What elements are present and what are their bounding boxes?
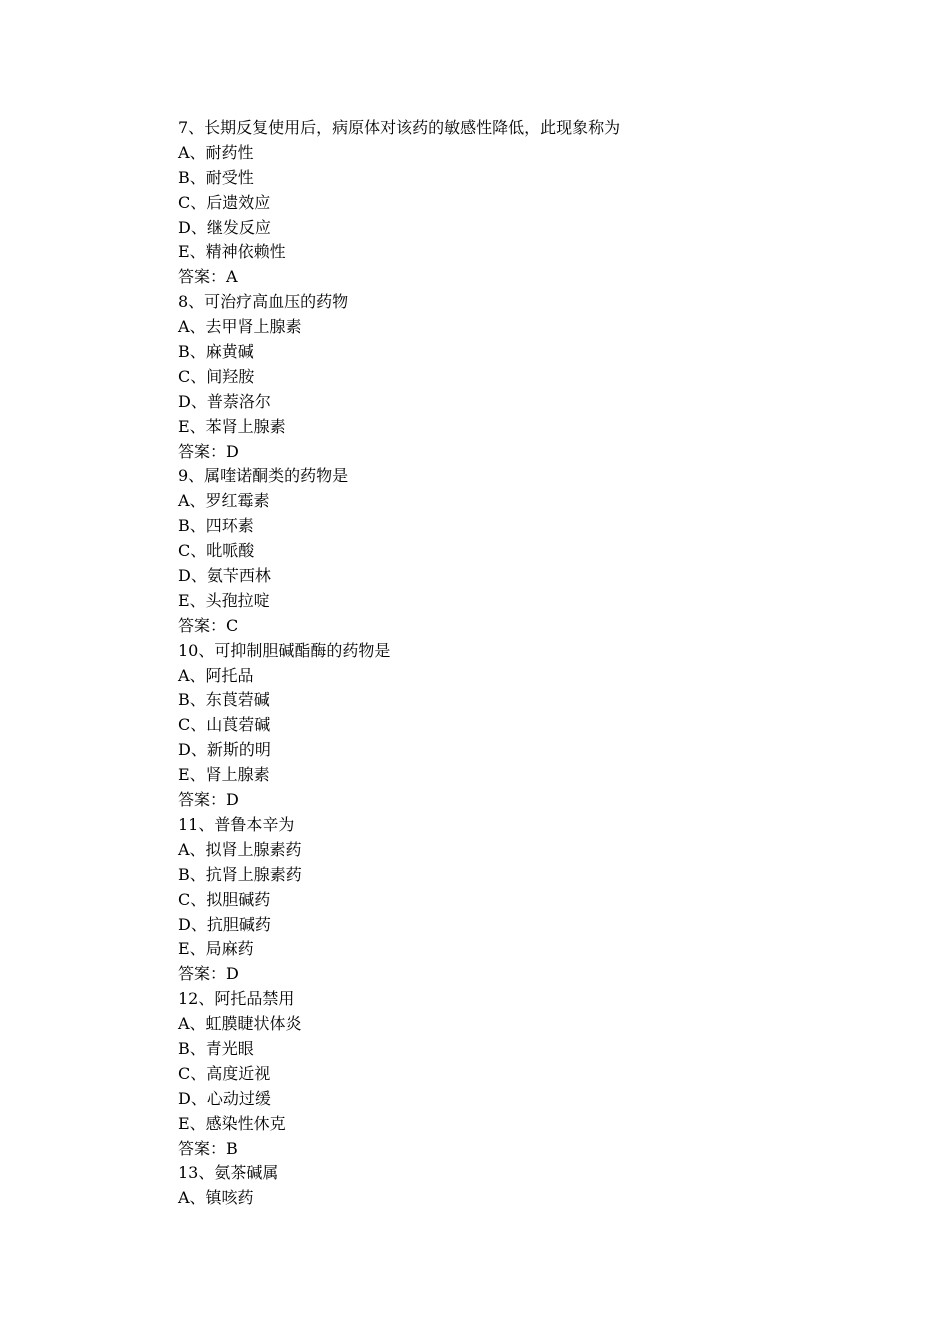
question-stem: 12、阿托品禁用 <box>178 989 295 1009</box>
question-stem: 13、氨茶碱属 <box>178 1163 279 1183</box>
answer-key: 答案：D <box>178 441 239 461</box>
question-block <box>178 116 878 290</box>
answer-option: A、耐药性 <box>178 142 254 162</box>
answer-option: A、去甲肾上腺素 <box>178 317 302 337</box>
answer-option: B、四环素 <box>178 516 254 536</box>
question-block <box>178 464 878 638</box>
answer-option: E、苯肾上腺素 <box>178 416 286 436</box>
answer-option: C、山莨菪碱 <box>178 715 271 735</box>
answer-option: D、抗胆碱药 <box>178 914 271 934</box>
answer-option: A、镇咳药 <box>178 1188 254 1208</box>
question-block <box>178 290 878 464</box>
answer-key: 答案：C <box>178 615 239 635</box>
question-block <box>178 813 878 987</box>
question-stem: 8、可治疗高血压的药物 <box>178 292 349 312</box>
answer-key: 答案：A <box>178 267 238 287</box>
answer-option: E、肾上腺素 <box>178 765 270 785</box>
answer-option: B、青光眼 <box>178 1038 254 1058</box>
answer-option: D、心动过缓 <box>178 1088 271 1108</box>
answer-option: D、继发反应 <box>178 217 271 237</box>
answer-option: A、虹膜睫状体炎 <box>178 1014 302 1034</box>
question-stem: 9、属喹诺酮类的药物是 <box>178 466 349 486</box>
answer-option: C、间羟胺 <box>178 366 255 386</box>
question-stem: 10、可抑制胆碱酯酶的药物是 <box>178 640 391 660</box>
answer-key: 答案：D <box>178 964 239 984</box>
answer-key: 答案：B <box>178 1138 238 1158</box>
answer-option: D、普萘洛尔 <box>178 391 271 411</box>
question-block <box>178 1161 878 1211</box>
question-block <box>178 987 878 1161</box>
answer-option: B、抗肾上腺素药 <box>178 864 302 884</box>
question-stem: 7、长期反复使用后，病原体对该药的敏感性降低，此现象称为 <box>178 118 621 137</box>
question-list <box>178 116 878 1211</box>
question-block <box>178 639 878 813</box>
answer-option: A、阿托品 <box>178 665 254 685</box>
answer-option: E、局麻药 <box>178 939 254 959</box>
answer-option: B、麻黄碱 <box>178 342 254 362</box>
answer-option: C、拟胆碱药 <box>178 889 271 909</box>
answer-option: D、氨苄西林 <box>178 566 271 586</box>
answer-option: C、吡哌酸 <box>178 541 255 561</box>
answer-option: B、耐受性 <box>178 167 254 187</box>
answer-option: D、新斯的明 <box>178 740 271 760</box>
answer-option: A、罗红霉素 <box>178 491 270 511</box>
answer-option: C、高度近视 <box>178 1063 271 1083</box>
answer-option: C、后遗效应 <box>178 192 271 212</box>
answer-option: A、拟肾上腺素药 <box>178 839 302 859</box>
answer-key: 答案：D <box>178 790 239 810</box>
answer-option: E、头孢拉啶 <box>178 590 270 610</box>
answer-option: B、东莨菪碱 <box>178 690 270 710</box>
answer-option: E、感染性休克 <box>178 1113 286 1133</box>
question-stem: 11、普鲁本辛为 <box>178 814 295 834</box>
answer-option: E、精神依赖性 <box>178 242 286 262</box>
